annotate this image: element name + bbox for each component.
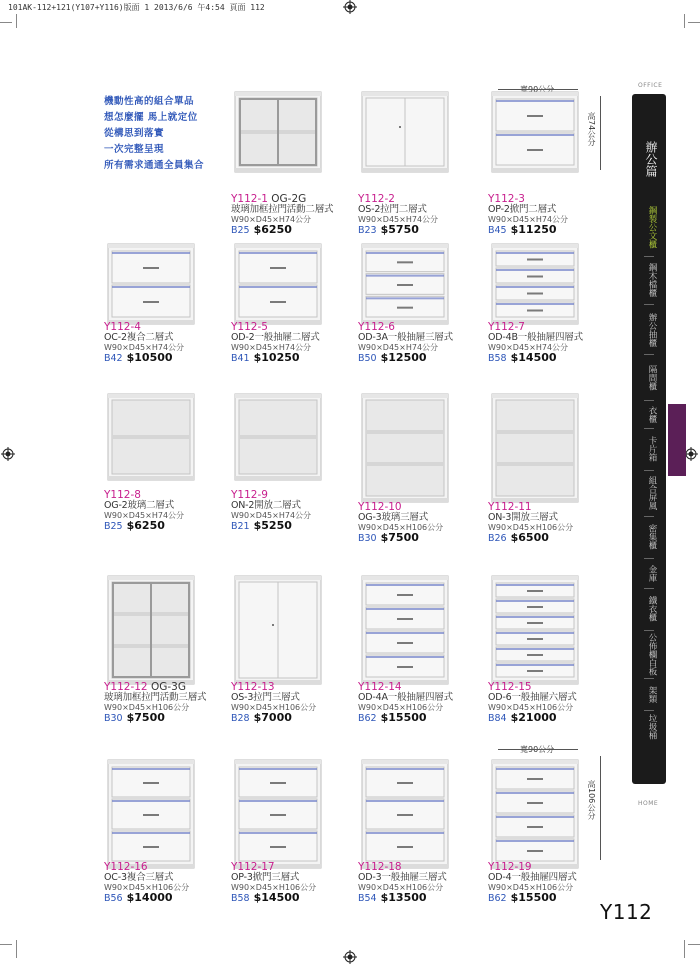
product-name: OD-3A一般抽屜三層式 — [358, 332, 453, 343]
product-price — [104, 712, 234, 725]
registration-mark-left-icon — [1, 447, 15, 461]
product-name: OD-4A一般抽屜四層式 — [358, 692, 453, 703]
product-code: Y112-11 — [488, 501, 532, 513]
product-code: Y112-3 — [488, 193, 525, 205]
product-price — [231, 892, 361, 905]
registration-mark-top-icon — [343, 0, 357, 14]
sidebar-divider — [644, 428, 654, 429]
cabinet-image — [490, 392, 580, 504]
product-info — [358, 194, 488, 237]
product-price — [104, 520, 234, 533]
sidebar-divider — [644, 470, 654, 471]
product-name: OG-3玻璃三層式 — [358, 512, 429, 523]
price-code: B21 — [231, 521, 250, 532]
product-info — [488, 322, 618, 365]
slogan-line: 所有需求通通全員集合 — [104, 160, 205, 171]
product-price — [104, 352, 234, 365]
cabinet-image — [233, 392, 323, 482]
cabinet-image — [360, 392, 450, 504]
sidebar-divider — [644, 256, 654, 257]
product-code: Y112-19 — [488, 861, 532, 873]
cabinet-image — [233, 242, 323, 326]
sidebar-item: 公佈欄白板 — [647, 632, 657, 676]
product-code: Y112-7 — [488, 321, 525, 333]
product-code: Y112-6 — [358, 321, 395, 333]
product-code: Y112-2 — [358, 193, 395, 205]
cabinet-image — [360, 242, 450, 326]
height-dimension-label: 高106公分 — [587, 780, 596, 820]
product-dimensions: W90×D45×H106公分 — [358, 523, 444, 532]
product-price — [488, 352, 618, 365]
product-price — [358, 224, 488, 237]
cabinet-image — [490, 242, 580, 326]
product-price — [104, 892, 234, 905]
price-code: B56 — [104, 893, 123, 904]
price-amount: $11250 — [510, 223, 557, 236]
price-code: B50 — [358, 353, 377, 364]
cabinet-image — [233, 574, 323, 686]
product-code: Y112-18 — [358, 861, 402, 873]
product-code: Y112-15 — [488, 681, 532, 693]
product-name: OD-3一般抽屜三層式 — [358, 872, 447, 883]
price-code: B30 — [104, 713, 123, 724]
print-slug-line: 101AK-112+121(Y107+Y116)版面 1 2013/6/6 午4:54 頁面 112 — [8, 3, 265, 12]
price-amount: $5250 — [253, 519, 292, 532]
sidebar-divider — [644, 516, 654, 517]
product-code: Y112-13 — [231, 681, 275, 693]
product-dimensions: W90×D45×H106公分 — [488, 703, 574, 712]
price-code: B25 — [104, 521, 123, 532]
price-amount: $10500 — [126, 351, 173, 364]
product-info — [488, 682, 618, 725]
cabinet-image — [360, 90, 450, 174]
sidebar-corner-label: OFFICE — [638, 82, 663, 89]
price-amount: $6250 — [126, 519, 165, 532]
product-code: Y112-1 OG-2G — [231, 193, 307, 205]
registration-mark-bottom-icon — [343, 950, 357, 964]
crop-mark — [688, 944, 700, 945]
price-code: B58 — [488, 353, 507, 364]
product-dimensions: W90×D45×H74公分 — [488, 215, 569, 224]
product-dimensions: W90×D45×H106公分 — [104, 703, 190, 712]
product-dimensions: W90×D45×H74公分 — [358, 215, 439, 224]
product-info — [358, 682, 488, 725]
product-info — [231, 682, 361, 725]
cabinet-image — [233, 90, 323, 174]
section-tab-marker — [668, 404, 686, 476]
sidebar-divider — [644, 710, 654, 711]
product-name: OD-4B一般抽屜四層式 — [488, 332, 583, 343]
product-info — [104, 682, 234, 725]
price-code: B30 — [358, 533, 377, 544]
product-price — [231, 520, 361, 533]
product-info — [358, 502, 488, 545]
product-code: Y112-4 — [104, 321, 141, 333]
product-dimensions: W90×D45×H74公分 — [231, 215, 312, 224]
sidebar-item: 衣櫃 — [647, 405, 657, 423]
sidebar-item: 架類 — [647, 685, 657, 703]
price-code: B28 — [231, 713, 250, 724]
crop-mark — [684, 14, 685, 28]
price-code: B25 — [231, 225, 250, 236]
height-dimension-line — [600, 96, 601, 170]
sidebar-divider — [644, 630, 654, 631]
price-code: B54 — [358, 893, 377, 904]
slogan-line: 從構思到落實 — [104, 128, 165, 139]
product-info — [104, 490, 234, 533]
product-info — [488, 502, 618, 545]
price-code: B45 — [488, 225, 507, 236]
product-code: Y112-14 — [358, 681, 402, 693]
product-info — [358, 862, 488, 905]
product-name: 玻璃加框拉門活動二層式 — [231, 204, 334, 215]
product-price — [488, 892, 618, 905]
price-amount: $15500 — [380, 711, 427, 724]
product-info — [231, 862, 361, 905]
cabinet-image — [106, 242, 196, 326]
product-info — [231, 194, 361, 237]
product-code: Y112-12 OG-3G — [104, 681, 186, 693]
product-dimensions: W90×D45×H106公分 — [231, 883, 317, 892]
product-name: OD-4一般抽屜四層式 — [488, 872, 577, 883]
height-dimension-line — [600, 756, 601, 860]
cabinet-image — [106, 758, 196, 870]
product-code: Y112-8 — [104, 489, 141, 501]
height-dimension-label: 高74公分 — [587, 112, 596, 147]
sidebar-item: 辦公抽櫃 — [647, 313, 657, 347]
product-name: OC-3複合三層式 — [104, 872, 174, 883]
price-code: B62 — [358, 713, 377, 724]
product-info — [231, 490, 361, 533]
product-info — [104, 322, 234, 365]
cabinet-image — [106, 392, 196, 482]
slogan-line: 機動性高的組合單品 — [104, 96, 195, 107]
sidebar-title: 辦公篇 — [644, 141, 658, 177]
sidebar-item: 密集櫃 — [647, 524, 657, 550]
slogan-block — [104, 94, 204, 174]
page-number: Y112 — [600, 900, 653, 924]
crop-mark — [0, 22, 12, 23]
price-amount: $7500 — [126, 711, 165, 724]
price-amount: $7000 — [253, 711, 292, 724]
product-price — [358, 532, 488, 545]
price-code: B26 — [488, 533, 507, 544]
product-code: Y112-5 — [231, 321, 268, 333]
product-name: 玻璃加框拉門活動三層式 — [104, 692, 207, 703]
price-amount: $14000 — [126, 891, 173, 904]
price-amount: $15500 — [510, 891, 557, 904]
price-code: B41 — [231, 353, 250, 364]
product-dimensions: W90×D45×H106公分 — [488, 883, 574, 892]
crop-mark — [684, 940, 685, 958]
product-name: OC-2複合二層式 — [104, 332, 174, 343]
product-dimensions: W90×D45×H106公分 — [358, 883, 444, 892]
product-dimensions: W90×D45×H74公分 — [231, 511, 312, 520]
price-amount: $12500 — [380, 351, 427, 364]
product-dimensions: W90×D45×H74公分 — [488, 343, 569, 352]
crop-mark — [16, 14, 17, 28]
product-code: Y112-10 — [358, 501, 402, 513]
product-price — [358, 712, 488, 725]
sidebar-divider — [644, 588, 654, 589]
cabinet-image — [360, 758, 450, 870]
product-name: ON-2開放二層式 — [231, 500, 301, 511]
product-dimensions: W90×D45×H106公分 — [104, 883, 190, 892]
sidebar-divider — [644, 558, 654, 559]
product-dimensions: W90×D45×H106公分 — [231, 703, 317, 712]
crop-mark — [688, 22, 700, 23]
price-amount: $21000 — [510, 711, 557, 724]
sidebar-item: 鋼木檔櫃 — [647, 263, 657, 297]
product-info — [104, 862, 234, 905]
product-price — [358, 892, 488, 905]
sidebar-item: 卡片箱 — [647, 436, 657, 462]
price-code: B84 — [488, 713, 507, 724]
product-price — [488, 712, 618, 725]
price-amount: $7500 — [380, 531, 419, 544]
price-amount: $6250 — [253, 223, 292, 236]
product-name: OP-3掀門三層式 — [231, 872, 300, 883]
product-name: OG-2玻璃二層式 — [104, 500, 175, 511]
product-price — [231, 352, 361, 365]
crop-mark — [0, 944, 12, 945]
price-code: B58 — [231, 893, 250, 904]
product-dimensions: W90×D45×H106公分 — [358, 703, 444, 712]
product-name: OP-2掀門二層式 — [488, 204, 557, 215]
product-price — [358, 352, 488, 365]
price-code: B23 — [358, 225, 377, 236]
cabinet-image — [106, 574, 196, 686]
cabinet-image — [490, 90, 580, 174]
sidebar-divider — [644, 400, 654, 401]
product-price — [231, 224, 361, 237]
crop-mark — [16, 940, 17, 958]
cabinet-image — [490, 758, 580, 870]
product-dimensions: W90×D45×H106公分 — [488, 523, 574, 532]
cabinet-image — [360, 574, 450, 686]
product-price — [488, 224, 618, 237]
product-name: ON-3開放三層式 — [488, 512, 558, 523]
sidebar-item: 隔間櫃 — [647, 365, 657, 391]
sidebar-item: 組合屏風 — [647, 476, 657, 510]
sidebar-divider — [644, 304, 654, 305]
cabinet-image — [490, 574, 580, 686]
product-name: OD-2一般抽屜二層式 — [231, 332, 320, 343]
sidebar-item: 金庫 — [647, 564, 657, 582]
product-name: OS-2拉門二層式 — [358, 204, 427, 215]
sidebar-corner-label: HOME — [638, 800, 659, 807]
product-info — [488, 194, 618, 237]
product-price — [231, 712, 361, 725]
width-dimension-line — [498, 749, 578, 750]
product-dimensions: W90×D45×H74公分 — [104, 511, 185, 520]
slogan-line: 一次完整呈現 — [104, 144, 165, 155]
product-price — [488, 532, 618, 545]
sidebar-item: 鋼製公文櫃 — [647, 205, 657, 249]
product-name: OS-3拉門三層式 — [231, 692, 300, 703]
product-code: Y112-16 — [104, 861, 148, 873]
product-dimensions: W90×D45×H74公分 — [104, 343, 185, 352]
product-code: Y112-17 — [231, 861, 275, 873]
sidebar-divider — [644, 678, 654, 679]
price-amount: $6500 — [510, 531, 549, 544]
slogan-line: 想怎麼擺 馬上就定位 — [104, 112, 198, 123]
price-amount: $13500 — [380, 891, 427, 904]
product-info — [488, 862, 618, 905]
sidebar-item: 鐵衣櫃 — [647, 596, 657, 622]
sidebar-item: 垃圾桶 — [647, 714, 657, 740]
product-code: Y112-9 — [231, 489, 268, 501]
price-code: B62 — [488, 893, 507, 904]
registration-mark-right-icon — [684, 447, 698, 461]
price-amount: $5750 — [380, 223, 419, 236]
product-dimensions: W90×D45×H74公分 — [231, 343, 312, 352]
price-amount: $14500 — [510, 351, 557, 364]
product-name: OD-6一般抽屜六層式 — [488, 692, 577, 703]
price-amount: $14500 — [253, 891, 300, 904]
cabinet-image — [233, 758, 323, 870]
price-code: B42 — [104, 353, 123, 364]
sidebar-divider — [644, 354, 654, 355]
price-amount: $10250 — [253, 351, 300, 364]
product-dimensions: W90×D45×H74公分 — [358, 343, 439, 352]
product-info — [358, 322, 488, 365]
product-info — [231, 322, 361, 365]
